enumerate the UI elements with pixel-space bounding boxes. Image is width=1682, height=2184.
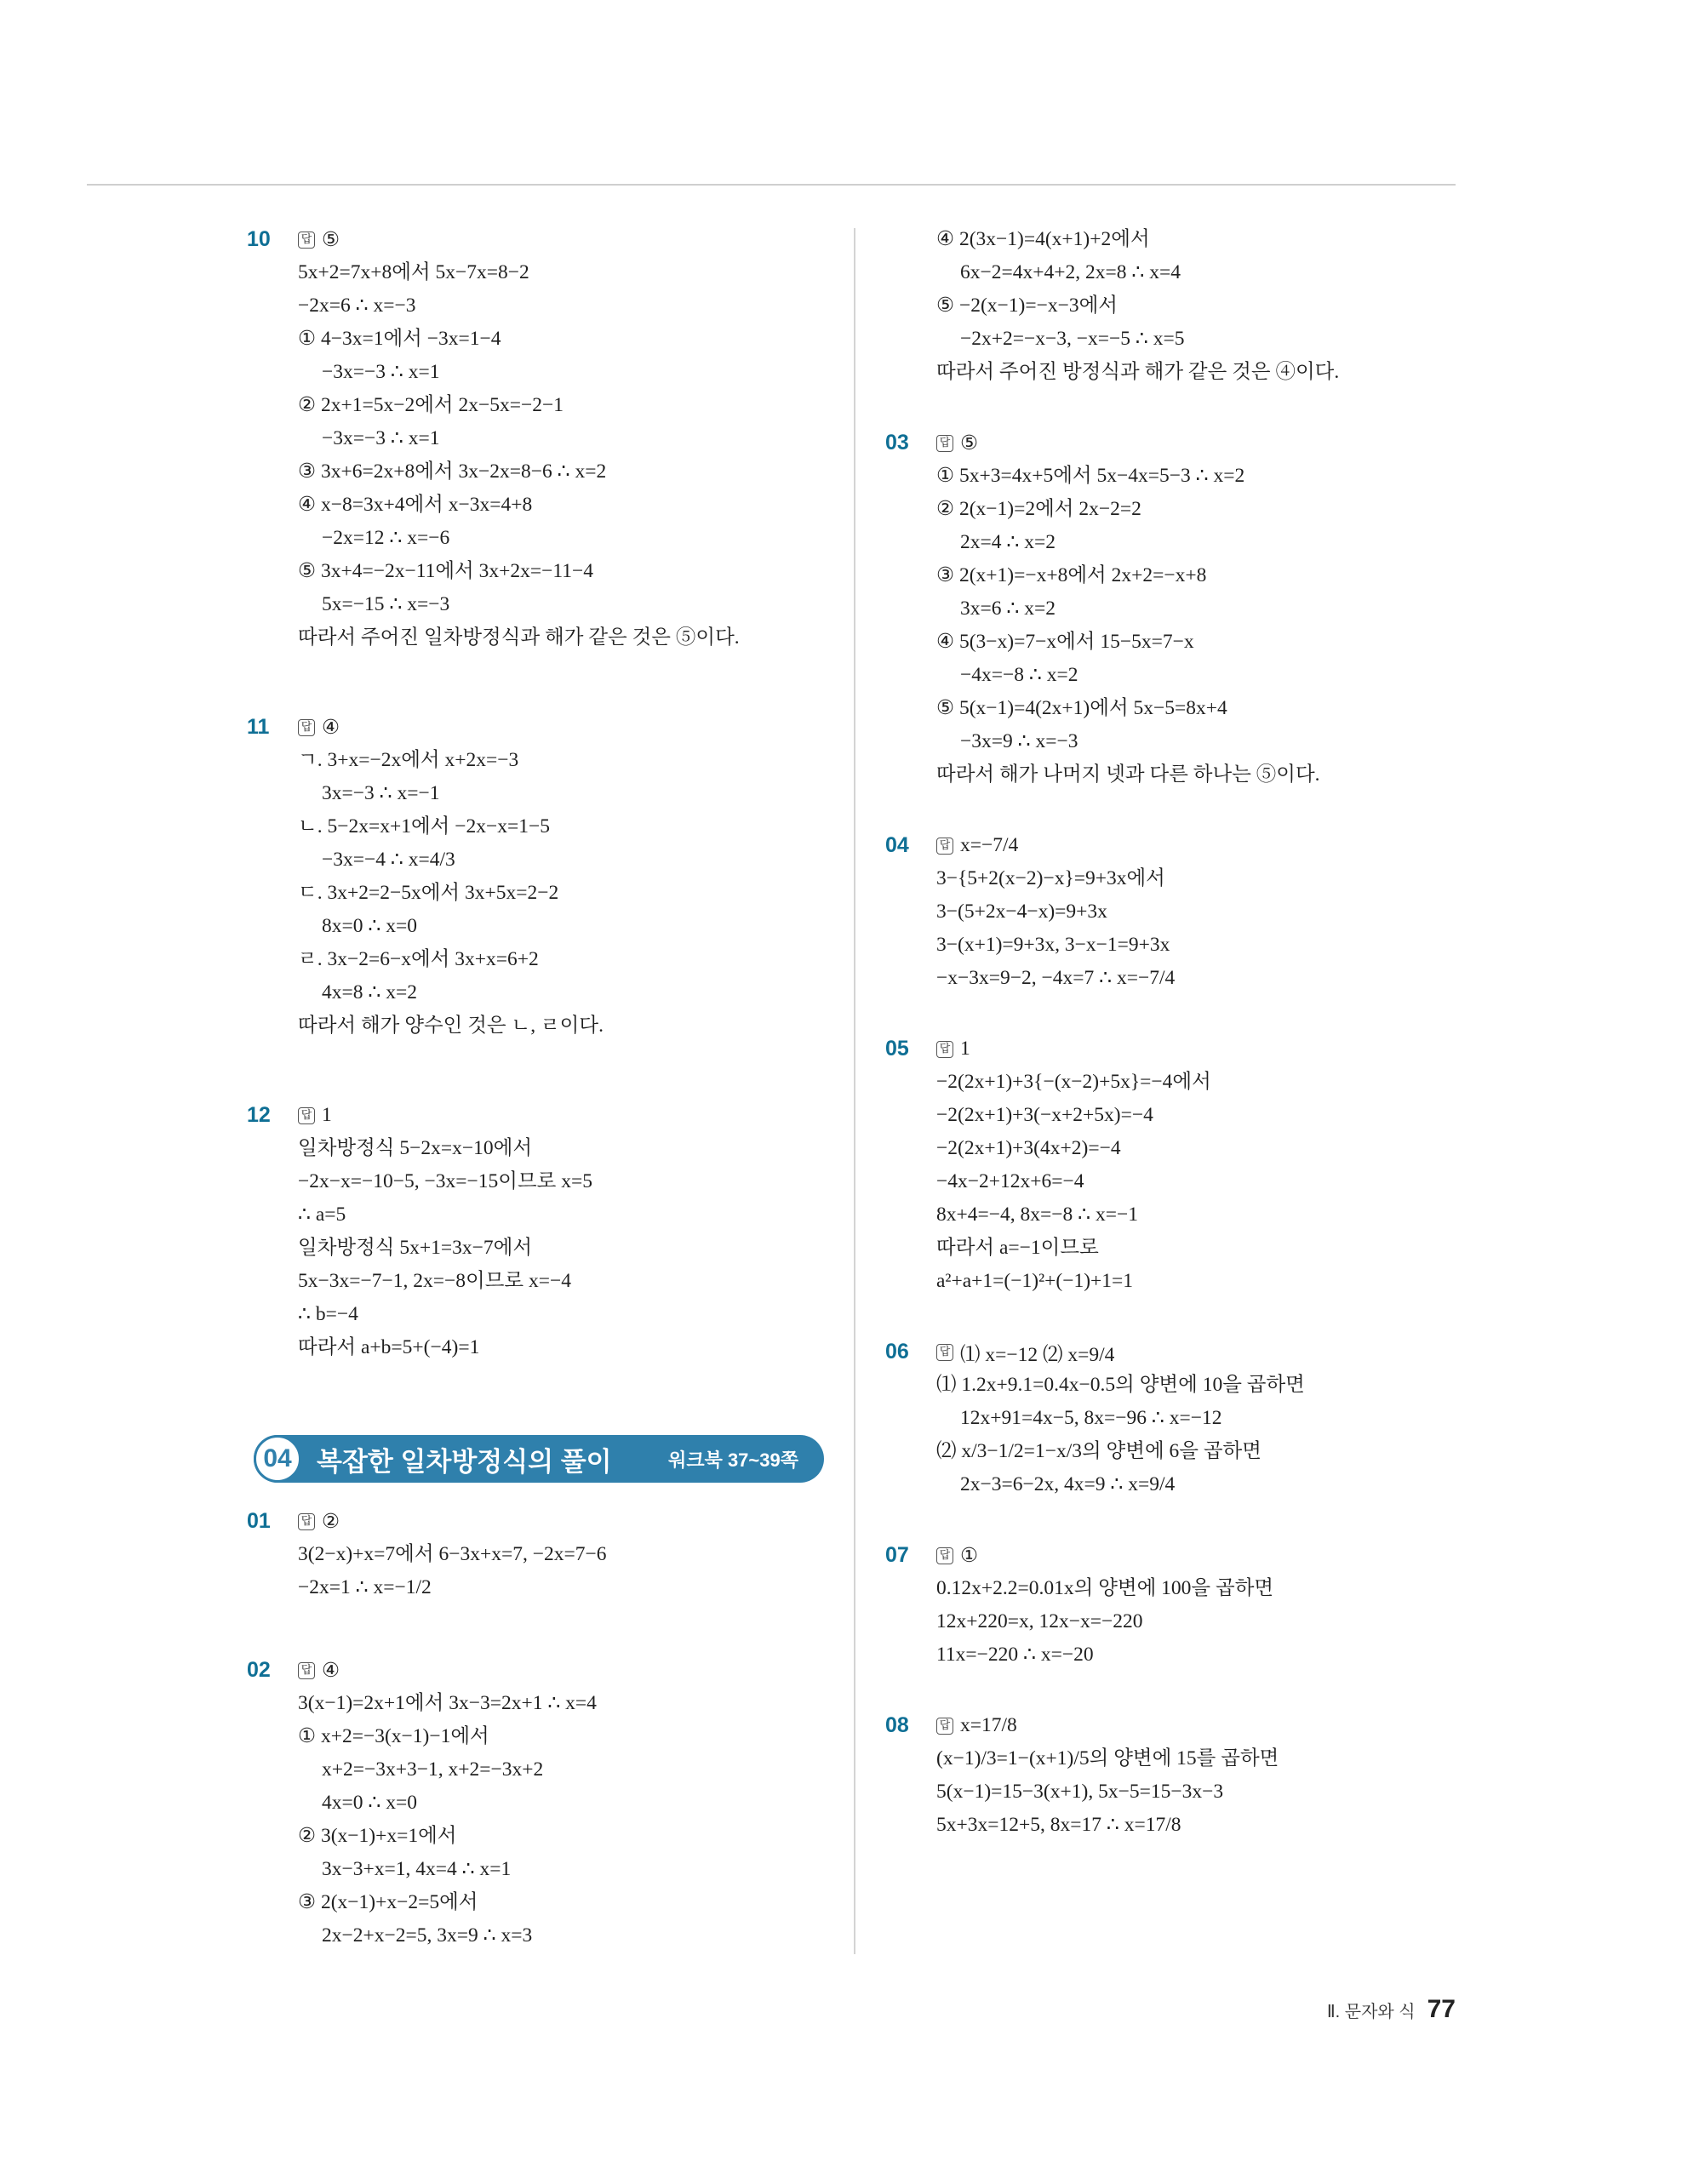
left-bottom-column (247, 1505, 834, 1952)
answer-line (298, 223, 834, 256)
answer-line (298, 1099, 834, 1132)
solution-line: a²+a+1=(−1)²+(−1)+1=1 (936, 1270, 1134, 1292)
solution-line: 따라서 주어진 일차방정식과 해가 같은 것은 ⑤이다. (298, 626, 740, 649)
chapter-label: Ⅱ. 문자와 식 (1326, 2003, 1416, 2021)
answer-value: ④ (322, 1660, 340, 1682)
section-title: 복잡한 일차방정식의 풀이 (317, 1446, 612, 1477)
problem-block (885, 1709, 1447, 1842)
answer-value: x=−7/4 (960, 834, 1019, 856)
solution-line: ① x+2=−3(x−1)−1에서 (298, 1725, 489, 1747)
answer-line (936, 1709, 1447, 1742)
solution-line: 2x=4 ∴ x=2 (960, 531, 1056, 553)
column-divider (854, 228, 855, 1954)
solution-line: ㄱ. 3+x=−2x에서 x+2x=−3 (298, 749, 519, 771)
solution-line: (x−1)/3=1−(x+1)/5의 양변에 15를 곱하면 (936, 1747, 1279, 1769)
solution-line: ∴ a=5 (298, 1203, 346, 1226)
workbook-reference: 워크북 37~39쪽 (668, 1449, 798, 1471)
solution-line: ③ 3x+6=2x+8에서 3x−2x=8−6 ∴ x=2 (298, 460, 607, 483)
solution-line: 4x=8 ∴ x=2 (322, 981, 417, 1003)
solution-line: 일차방정식 5−2x=x−10에서 (298, 1137, 533, 1159)
answer-value: ⑤ (322, 229, 340, 251)
solution-line: 5x−3x=−7−1, 2x=−8이므로 x=−4 (298, 1270, 572, 1292)
solution-line: 따라서 해가 나머지 넷과 다른 하나는 ⑤이다. (936, 763, 1320, 786)
problem-block (885, 829, 1447, 995)
answer-value: 1 (322, 1104, 332, 1126)
solution-line: −2(2x+1)+3(4x+2)=−4 (936, 1137, 1121, 1159)
problem-block (247, 711, 834, 1043)
solution-line: 일차방정식 5x+1=3x−7에서 (298, 1237, 533, 1259)
solution-line: −3x=−3 ∴ x=1 (322, 361, 440, 383)
problem-number: 05 (885, 1037, 909, 1061)
answer-line (298, 1505, 834, 1538)
solution-line: 0.12x+2.2=0.01x의 양변에 100을 곱하면 (936, 1577, 1274, 1599)
problem-block (247, 223, 834, 655)
solution-line: 11x=−220 ∴ x=−20 (936, 1644, 1094, 1666)
problem-block (247, 1654, 834, 1952)
problem-number: 10 (247, 227, 271, 251)
problem-block (885, 1032, 1447, 1298)
solution-line: 3(2−x)+x=7에서 6−3x+x=7, −2x=7−6 (298, 1543, 607, 1565)
answer-icon: 답 (936, 1344, 953, 1361)
solution-line: ㄹ. 3x−2=6−x에서 3x+x=6+2 (298, 948, 539, 970)
solution-line: −2(2x+1)+3(−x+2+5x)=−4 (936, 1104, 1153, 1126)
solution-line: 따라서 주어진 방정식과 해가 같은 것은 ④이다. (936, 361, 1340, 383)
problem-number: 02 (247, 1658, 271, 1682)
answer-icon: 답 (936, 1041, 953, 1058)
top-rule (87, 184, 1456, 186)
solution-line: ④ 2(3x−1)=4(x+1)+2에서 (936, 228, 1150, 250)
solution-line: ⑤ 3x+4=−2x−11에서 3x+2x=−11−4 (298, 560, 594, 582)
answer-line (936, 829, 1447, 862)
answer-icon: 답 (298, 1107, 315, 1124)
solution-line: 따라서 a=−1이므로 (936, 1237, 1099, 1259)
answer-icon: 답 (936, 1718, 953, 1735)
solution-line: −2x+2=−x−3, −x=−5 ∴ x=5 (960, 328, 1185, 350)
solution-line: 3−(5+2x−4−x)=9+3x (936, 900, 1107, 923)
solution-line: 12x+91=4x−5, 8x=−96 ∴ x=−12 (960, 1407, 1222, 1429)
solution-line: 3x=6 ∴ x=2 (960, 597, 1056, 620)
solution-line: ⑵ x/3−1/2=1−x/3의 양변에 6을 곱하면 (936, 1440, 1262, 1462)
solution-line: −3x=−3 ∴ x=1 (322, 427, 440, 449)
solution-line: ③ 2(x+1)=−x+8에서 2x+2=−x+8 (936, 564, 1207, 586)
problem-number: 03 (885, 431, 909, 455)
solution-line: −3x=9 ∴ x=−3 (960, 730, 1078, 752)
section-banner (254, 1435, 824, 1483)
solution-line: −3x=−4 ∴ x=4/3 (322, 849, 455, 871)
answer-line (936, 1539, 1447, 1572)
right-column (885, 223, 1447, 1842)
left-top-problems (247, 223, 834, 1364)
solution-line: −2x=6 ∴ x=−3 (298, 294, 416, 317)
solution-line: 3x=−3 ∴ x=−1 (322, 782, 440, 804)
solution-line: 5x+3x=12+5, 8x=17 ∴ x=17/8 (936, 1814, 1181, 1836)
solution-line: 3x−3+x=1, 4x=4 ∴ x=1 (322, 1858, 512, 1880)
problem-number: 08 (885, 1713, 909, 1737)
solution-line: 3(x−1)=2x+1에서 3x−3=2x+1 ∴ x=4 (298, 1692, 597, 1714)
answer-icon: 답 (298, 232, 315, 249)
solution-line: 12x+220=x, 12x−x=−220 (936, 1610, 1143, 1632)
solution-line: ② 3(x−1)+x=1에서 (298, 1825, 457, 1847)
solution-line: ③ 2(x−1)+x−2=5에서 (298, 1891, 478, 1913)
solution-line: ㄷ. 3x+2=2−5x에서 3x+5x=2−2 (298, 882, 559, 904)
solution-line: ⑴ 1.2x+9.1=0.4x−0.5의 양변에 10을 곱하면 (936, 1374, 1305, 1396)
answer-value: ① (960, 1545, 979, 1567)
answer-value: ② (322, 1511, 340, 1533)
solution-line: 따라서 a+b=5+(−4)=1 (298, 1336, 480, 1358)
solution-line: ④ x−8=3x+4에서 x−3x=4+8 (298, 494, 533, 516)
answer-icon: 답 (298, 719, 315, 736)
answer-value: ⑴ x=−12 ⑵ x=9/4 (960, 1343, 1115, 1366)
right-problems (885, 223, 1447, 1842)
section-number: 04 (254, 1435, 301, 1483)
answer-line (936, 1032, 1447, 1066)
solution-line: −x−3x=9−2, −4x=7 ∴ x=−7/4 (936, 967, 1176, 989)
solution-line: ⑤ 5(x−1)=4(2x+1)에서 5x−5=8x+4 (936, 697, 1227, 719)
problem-number: 01 (247, 1509, 271, 1533)
solution-line: 5x+2=7x+8에서 5x−7x=8−2 (298, 261, 529, 283)
solution-line: ① 4−3x=1에서 −3x=1−4 (298, 328, 501, 350)
left-column (247, 223, 834, 1364)
problem-block (247, 1099, 834, 1364)
solution-line: 2x−2+x−2=5, 3x=9 ∴ x=3 (322, 1924, 533, 1947)
answer-line (298, 1654, 834, 1687)
answer-line (936, 1335, 1447, 1369)
left-bottom-problems (247, 1505, 834, 1952)
solution-line: 따라서 해가 양수인 것은 ㄴ, ㄹ이다. (298, 1015, 604, 1037)
solution-line: 2x−3=6−2x, 4x=9 ∴ x=9/4 (960, 1473, 1176, 1495)
solution-line: ① 5x+3=4x+5에서 5x−4x=5−3 ∴ x=2 (936, 465, 1245, 487)
problem-number: 04 (885, 833, 909, 857)
answer-value: 1 (960, 1038, 970, 1060)
problem-number: 06 (885, 1340, 909, 1364)
solution-line: −2x=1 ∴ x=−1/2 (298, 1576, 432, 1598)
solution-line: 6x−2=4x+4+2, 2x=8 ∴ x=4 (960, 261, 1181, 283)
solution-line: ㄴ. 5−2x=x+1에서 −2x−x=1−5 (298, 815, 551, 838)
problem-block (885, 426, 1447, 792)
solution-line: −4x−2+12x+6=−4 (936, 1170, 1084, 1192)
answer-icon: 답 (936, 1547, 953, 1564)
solution-line: 8x+4=−4, 8x=−8 ∴ x=−1 (936, 1203, 1138, 1226)
solution-line: 5(x−1)=15−3(x+1), 5x−5=15−3x−3 (936, 1781, 1224, 1803)
solution-line: 4x=0 ∴ x=0 (322, 1792, 417, 1814)
solution-line: ⑤ −2(x−1)=−x−3에서 (936, 294, 1118, 317)
solution-line: −2(2x+1)+3{−(x−2)+5x}=−4에서 (936, 1071, 1211, 1093)
solution-line: 8x=0 ∴ x=0 (322, 915, 417, 937)
answer-line (936, 426, 1447, 460)
answer-line (298, 711, 834, 744)
solution-line: 5x=−15 ∴ x=−3 (322, 593, 450, 615)
page-footer (1327, 1995, 1456, 2024)
answer-icon: 답 (936, 435, 953, 452)
solution-line: −2x−x=−10−5, −3x=−15이므로 x=5 (298, 1170, 593, 1192)
problem-block (885, 1335, 1447, 1501)
solution-line: x+2=−3x+3−1, x+2=−3x+2 (322, 1758, 544, 1781)
solution-line: ② 2(x−1)=2에서 2x−2=2 (936, 498, 1141, 520)
problem-block (885, 223, 1447, 389)
answer-icon: 답 (936, 838, 953, 855)
page-number: 77 (1427, 1995, 1456, 2023)
solution-line: ② 2x+1=5x−2에서 2x−5x=−2−1 (298, 394, 564, 416)
answer-value: x=17/8 (960, 1714, 1017, 1736)
solution-line: 3−{5+2(x−2)−x}=9+3x에서 (936, 867, 1165, 889)
solution-line: −2x=12 ∴ x=−6 (322, 527, 450, 549)
problem-number: 11 (247, 715, 270, 739)
answer-icon: 답 (298, 1662, 315, 1679)
problem-number: 07 (885, 1543, 909, 1567)
problem-number: 12 (247, 1103, 271, 1127)
problem-block (247, 1505, 834, 1604)
answer-value: ⑤ (960, 432, 979, 455)
solution-line: ∴ b=−4 (298, 1303, 358, 1325)
solution-line: 3−(x+1)=9+3x, 3−x−1=9+3x (936, 934, 1170, 956)
problem-block (885, 1539, 1447, 1672)
solution-line: −4x=−8 ∴ x=2 (960, 664, 1078, 686)
answer-value: ④ (322, 717, 340, 739)
solution-line: ④ 5(3−x)=7−x에서 15−5x=7−x (936, 631, 1194, 653)
answer-icon: 답 (298, 1513, 315, 1530)
